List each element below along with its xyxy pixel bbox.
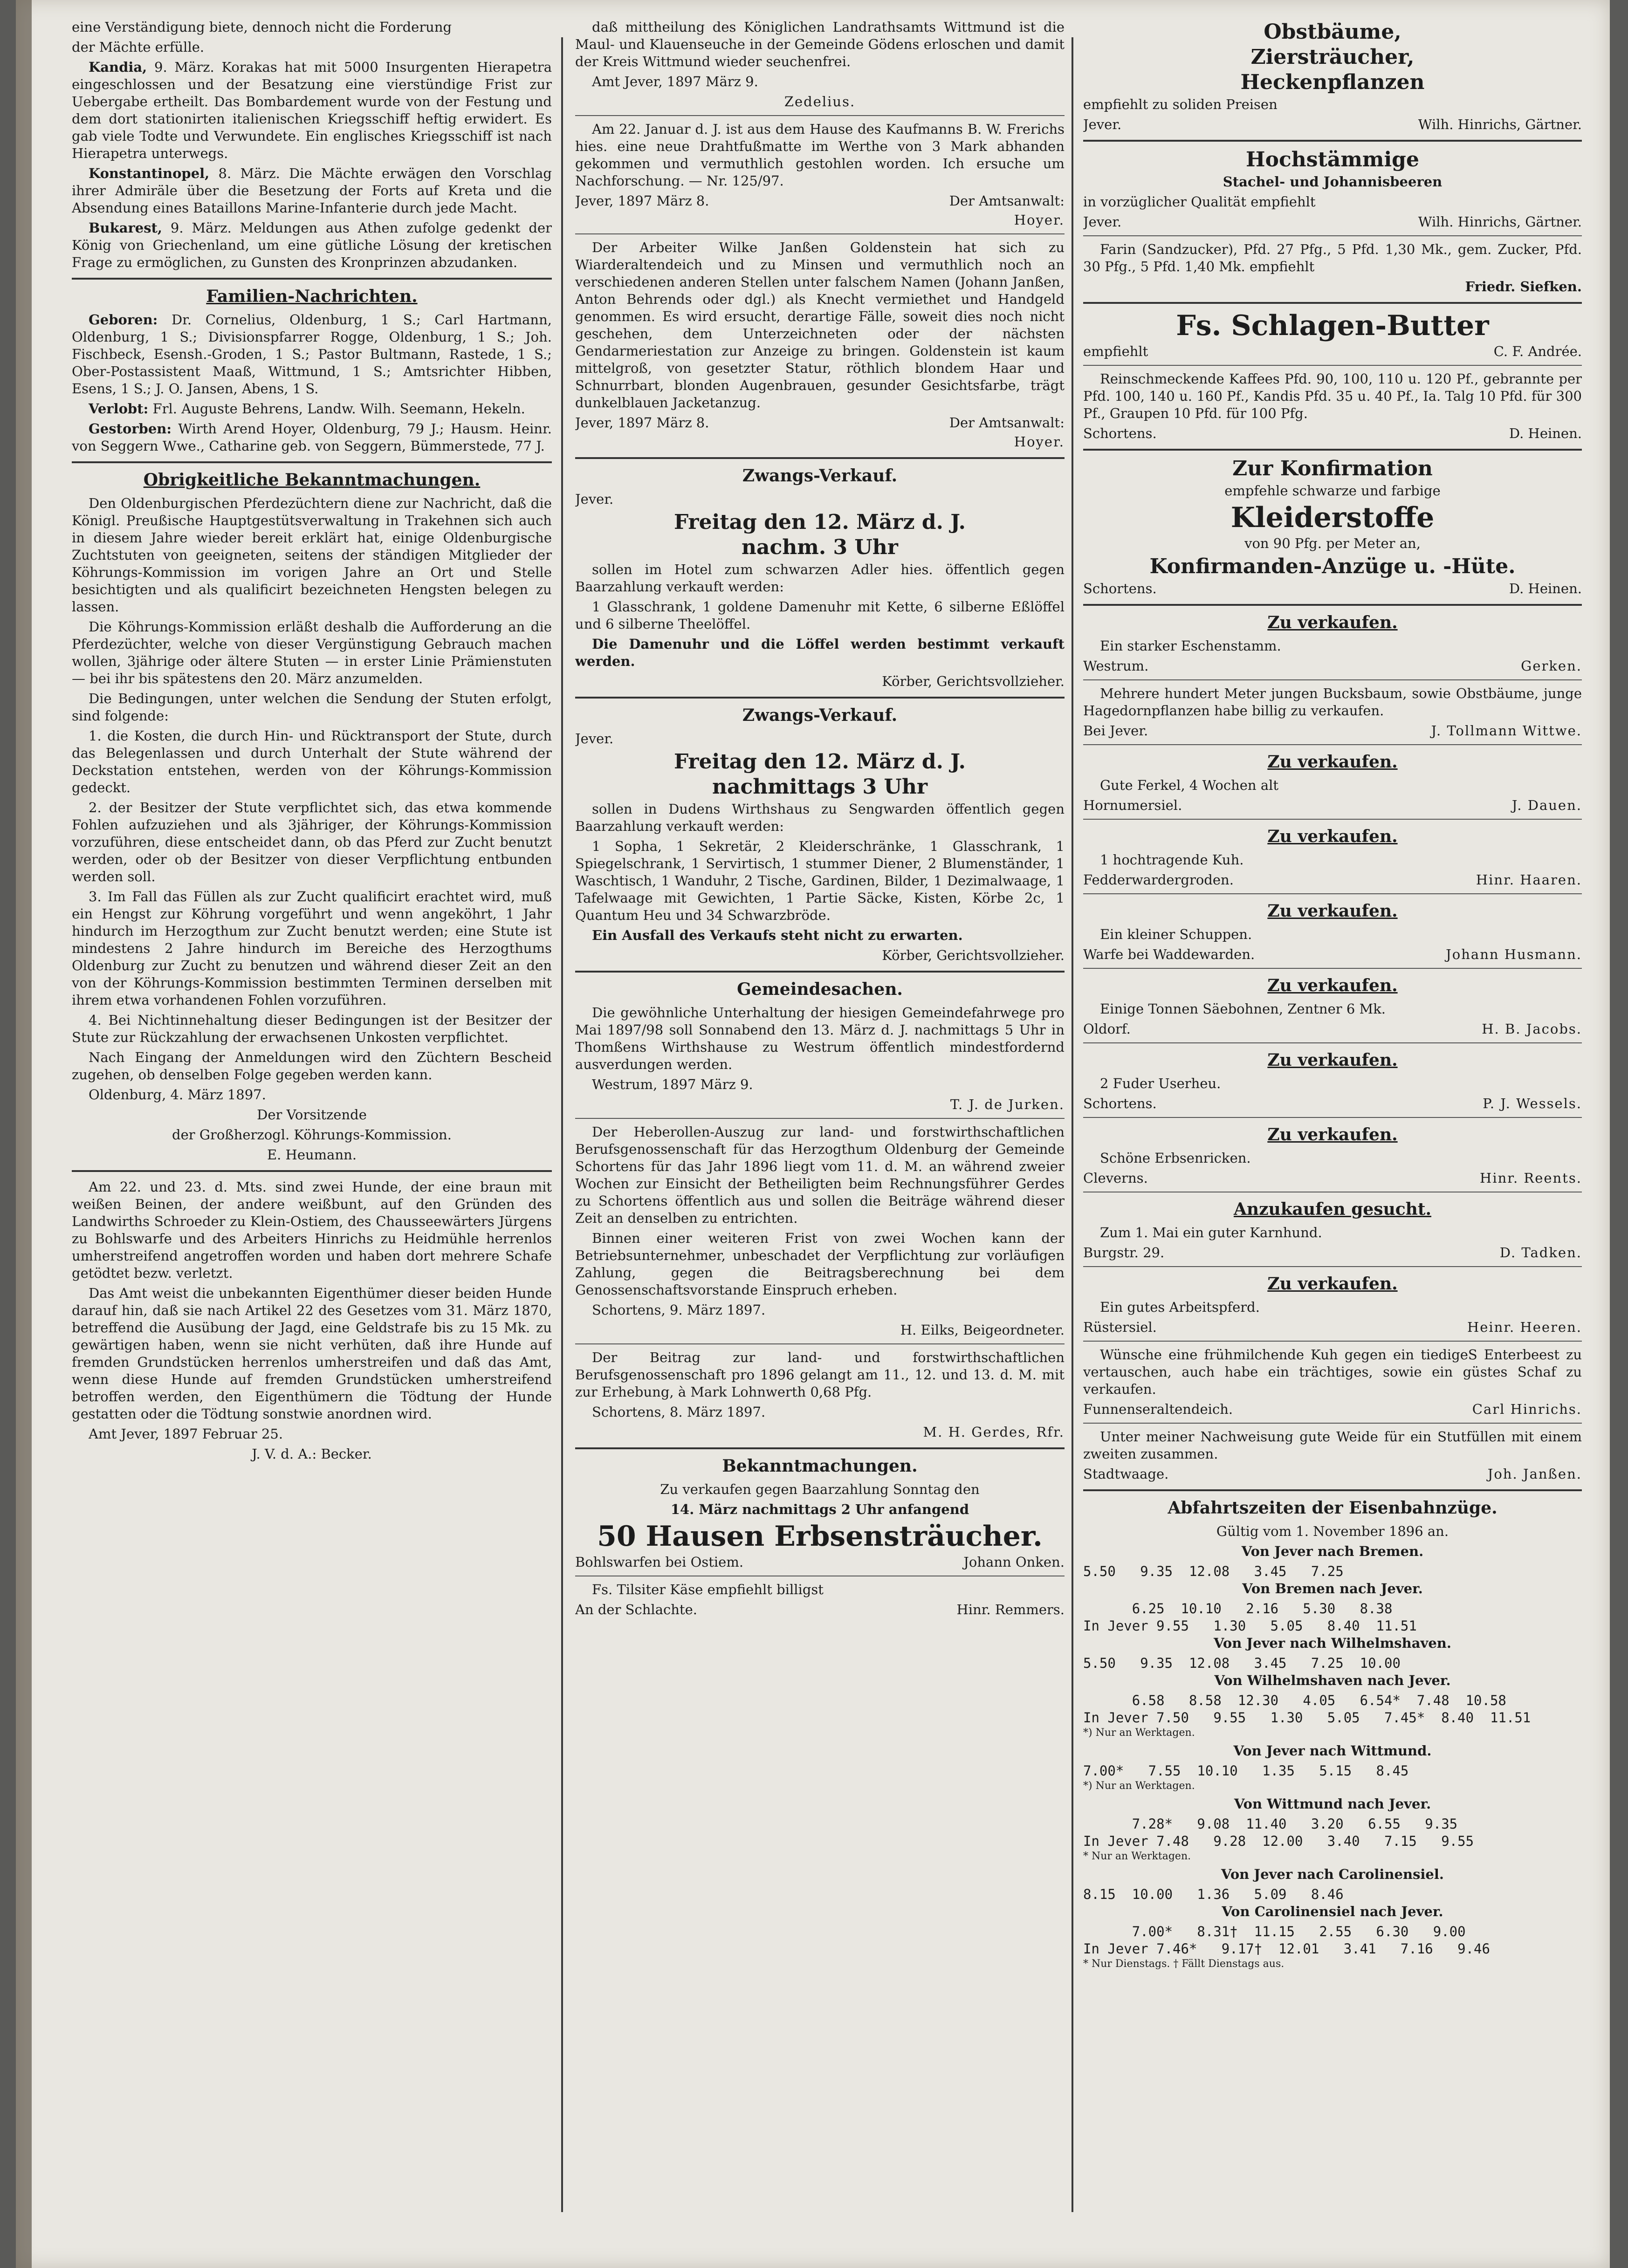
dateline: Jever, 1897 März 8. [575, 415, 709, 431]
place: Rüstersiel. [1083, 1319, 1157, 1335]
ad-text: Gute Ferkel, 4 Wochen alt [1100, 777, 1279, 793]
dateline: Bukarest, [89, 220, 163, 236]
paragraph: 1 Sopha, 1 Sekretär, 2 Kleiderschränke, 1 Glasschrank, 1 Spiegelschrank, 1 Servirtisch, 1 stummer Diener, 2 Blumenständer, 1 Waschtisch, 1 Wanduhr, 2 Tische, Gardinen, Bilder, 1 Dezimalwaage, 1 Tafelwaage mit Gewichten, 1 Partie Säcke, Kisten, Körbe 2c, 1 Quantum Heu und 34 Schwarzbröde. [575, 838, 1065, 923]
paragraph: Fs. Tilsiter Käse empfiehlt billigst [592, 1582, 824, 1597]
paragraph: 14. März nachmittags 2 Uhr anfangend [670, 1501, 969, 1517]
text-line: der Mächte erfülle. [72, 39, 205, 55]
signature: Heinr. Heeren. [1467, 1319, 1582, 1335]
signature-row [575, 1601, 1065, 1618]
signature-row [1083, 425, 1582, 442]
signature-row [1083, 213, 1582, 231]
sale-date: Freitag den 12. März d. J. [673, 750, 966, 774]
place: Cleverns. [1083, 1170, 1148, 1186]
paragraph: Gültig vom 1. November 1896 an. [1216, 1523, 1449, 1539]
ad-title: Zu verkaufen. [1267, 1125, 1398, 1144]
timetable-row: 8.15 10.00 1.36 5.09 8.46 [1083, 1886, 1344, 1902]
entry-text: Frl. Auguste Behrens, Landw. Wilh. Seemann, Hekeln. [152, 401, 525, 417]
ad-headline: Zur Konfirmation [1232, 457, 1433, 480]
place: Oldorf. [1083, 1021, 1131, 1037]
signature: H. Eilks, Beigeordneter. [900, 1322, 1065, 1338]
ad-headline: Kleiderstoffe [1230, 501, 1435, 534]
column-middle [575, 19, 1065, 2240]
entry-label: Geboren: [89, 312, 158, 328]
ad-title: Zu verkaufen. [1267, 752, 1398, 772]
paragraph: Den Oldenburgischen Pferdezüchtern diene zur Nachricht, daß die Königl. Preußische Hauptgestütsverwaltung in Trakehnen sich auch in diesem Jahre wieder bereit erklärt hat, einige Oldenburgische Zuchtstuten von geeigneten, seitens der ständigen Mitglieder der Köhrungs-Kommission im vorigen Jahre an Ort und Stelle besichtigten und als qualificirt bezeichneten Hengsten belegen zu lassen. [72, 495, 552, 615]
divider [575, 233, 1065, 234]
signature: Hoyer. [1014, 434, 1065, 450]
paragraph: Das Amt weist die unbekannten Eigenthümer dieser beiden Hunde darauf hin, daß sie nach Artikel 22 des Gesetzes vom 31. März 1870, betreffend die Ausübung der Jagd, eine Geldstrafe bis zu 15 Mk. zu gewärtigen haben, wenn sie nicht verhüten, daß ihre Hunde auf fremden Grundstücken herrenlos umherstreifen und daß das Amt, wenn diese Hunde auf fremden Grundstücken umherstreifend betroffen werden, den Eigenthümern die Tödtung der Hunde gestatten oder die Tödtung sonstwie anordnen wird. [72, 1285, 552, 1422]
ad-title: Zu verkaufen. [1267, 1050, 1398, 1070]
place: Bohlswarfen bei Ostiem. [575, 1554, 744, 1570]
signature-row [1083, 871, 1582, 889]
divider [1083, 1423, 1582, 1424]
railway-timetable [1083, 1543, 1582, 1971]
route-heading: Von Jever nach Carolinensiel. [1221, 1866, 1444, 1882]
divider [575, 1343, 1065, 1344]
signature: E. Heumann. [267, 1147, 357, 1163]
divider [1083, 819, 1582, 820]
divider [575, 697, 1065, 699]
divider [575, 115, 1065, 116]
paragraph: empfehle schwarze und farbige [1224, 483, 1441, 499]
route-heading: Von Wilhelmshaven nach Jever. [1214, 1672, 1451, 1688]
signature: Gerken. [1521, 658, 1582, 674]
divider [575, 1118, 1065, 1119]
dateline: Jever, 1897 März 8. [575, 193, 709, 209]
paragraph: Die Damenuhr und die Löffel werden bestimmt verkauft werden. [575, 636, 1065, 669]
section-heading: Familien-Nachrichten. [206, 287, 418, 306]
column-left [72, 19, 552, 2240]
dateline: Schortens, 8. März 1897. [592, 1404, 766, 1420]
column-rule [1072, 37, 1073, 2212]
paragraph: Zu verkaufen gegen Baarzahlung Sonntag den [660, 1481, 980, 1497]
family-entry [72, 420, 552, 455]
signature: D. Heinen. [1509, 581, 1582, 596]
signature: D. Tadken. [1499, 1245, 1582, 1261]
signature-row [1083, 116, 1582, 133]
signature: Johann Husmann. [1446, 946, 1582, 962]
divider [1083, 1266, 1582, 1267]
place: Bei Jever. [1083, 723, 1148, 739]
timetable-row: In Jever 7.46* 9.17† 12.01 3.41 7.16 9.46 [1083, 1941, 1490, 1957]
paragraph: 1 Glasschrank, 1 goldene Damenuhr mit Kette, 6 silberne Eßlöffel und 6 silberne Theelöffel. [575, 599, 1065, 632]
place: Jever. [575, 491, 614, 507]
paragraph: Reinschmeckende Kaffees Pfd. 90, 100, 110 u. 120 Pf., gebrannte per Pfd. 100, 140 u. 160 Pf., Kandis Pfd. 35 u. 40 Pf., Ia. Talg 10 Pfd. für 300 Pf., Graupen 10 Pfd. für 100 Pfg. [1083, 371, 1582, 421]
paragraph [575, 121, 1065, 190]
sale-time: nachmittags 3 Uhr [712, 775, 928, 799]
ad-title: Zu verkaufen. [1267, 976, 1398, 995]
place: Jever. [1083, 116, 1122, 132]
paragraph: 1. die Kosten, die durch Hin- und Rücktransport der Stute, durch das Belegenlassen und durch Unterhalt der Stute während der Deckstation entstehen, werden von der Köhrungs-Kommission gedeckt. [72, 728, 552, 795]
signature: Johann Onken. [963, 1554, 1065, 1570]
divider [575, 971, 1065, 973]
paragraph: Farin (Sandzucker), Pfd. 27 Pfg., 5 Pfd. 1,30 Mk., gem. Zucker, Pfd. 30 Pfg., 5 Pfd. 1,40 Mk. empfiehlt [1083, 241, 1582, 274]
timetable-note: * Nur an Werktagen. [1083, 1850, 1191, 1862]
signature-row [1083, 797, 1582, 814]
section-heading: Abfahrtszeiten der Eisenbahnzüge. [1168, 1498, 1497, 1518]
signature-row [1083, 1170, 1582, 1187]
divider [1083, 1489, 1582, 1491]
dateline: Amt Jever, 1897 März 9. [592, 74, 758, 89]
file-number: — Nr. 125/97. [688, 173, 784, 189]
signature-row [1083, 946, 1582, 963]
signature: Wilh. Hinrichs, Gärtner. [1418, 116, 1582, 132]
dateline: Schortens, 9. März 1897. [592, 1302, 766, 1318]
paragraph: 2. der Besitzer der Stute verpflichtet sich, das etwa kommende Fohlen aufzuziehen und als 3jähriger, der Köhrungs-Kommission vorzuführen, diese entscheidet dann, ob das Pferd zur Zucht benutzt werden, oder ob der Besitzer von dieser Verpflichtung entbunden werden soll. [72, 800, 552, 884]
timetable-note: * Nur Dienstags. † Fällt Dienstags aus. [1083, 1958, 1285, 1970]
route-heading: Von Bremen nach Jever. [1242, 1581, 1423, 1597]
paragraph: daß mittheilung des Königlichen Landrathsamts Wittmund ist die Maul- und Klauenseuche in der Gemeinde Gödens erloschen und damit der Kreis Wittmund wieder seuchenfrei. [575, 19, 1065, 69]
ad-title: Zu verkaufen. [1267, 1274, 1398, 1294]
news-item [72, 165, 552, 217]
ad-title: Zu verkaufen. [1267, 901, 1398, 921]
timetable-note: *) Nur an Werktagen. [1083, 1727, 1195, 1739]
signature: J. V. d. A.: Becker. [252, 1446, 372, 1462]
paragraph: sollen im Hotel zum schwarzen Adler hies. öffentlich gegen Baarzahlung verkauft werden: [575, 562, 1065, 595]
paragraph: Binnen einer weiteren Frist von zwei Wochen kann der Betriebsunternehmer, unbeschadet der Verpflichtung zur vorläufigen Zahlung, gegen die Beitragsberechnung bei dem Genossenschaftsvorstande Einspruch erheben. [575, 1230, 1065, 1298]
paragraph: 4. Bei Nichtinnehaltung dieser Bedingungen ist der Besitzer der Stute zur Rückzahlung der erwachsenen Unkosten verpflichtet. [72, 1012, 552, 1045]
divider [72, 461, 552, 463]
signature-row [1083, 1319, 1582, 1336]
news-text: 9. März. Korakas hat mit 5000 Insurgenten Hierapetra eingeschlossen und der Besatzung eine vierstündige Frist zur Uebergabe ertheilt. Das Bombardement wurde von der Festung und dem dort stationirten italienischen Kriegsschiff heftig erwidert. Es gab viele Todte und Verwundete. Ein englisches Kriegsschiff ist nach Hierapetra unterwegs. [72, 59, 552, 161]
signature-row [1083, 1401, 1582, 1418]
place: Stadtwaage. [1083, 1466, 1169, 1482]
paragraph: sollen in Dudens Wirthshaus zu Sengwarden öffentlich gegen Baarzahlung verkauft werden: [575, 801, 1065, 834]
text-line: eine Verständigung biete, dennoch nicht die Forderung [72, 19, 452, 35]
entry-text: Dr. Cornelius, Oldenburg, 1 S.; Carl Hartmann, Oldenburg, 1 S.; Divisionspfarrer Rogge, Oldenburg, 1 S.; Joh. Fischbeck, Esensh.-Groden, 1 S.; Pastor Bultmann, Rastede, 1 S.; Ober-Postassistent Maaß, Wittmund, 1 S.; Amtsrichter Hibben, Esens, 1 S.; J. O. Jansen, Abens, 1 S. [72, 312, 552, 397]
divider [1083, 365, 1582, 366]
ad-headline: Fs. Schlagen-Butter [1176, 309, 1489, 342]
signature: Hinr. Reents. [1480, 1170, 1582, 1186]
place: Warfe bei Waddewarden. [1083, 946, 1255, 962]
signature-row [575, 1554, 1065, 1571]
paragraph: Der Heberollen-Auszug zur land- und forstwirthschaftlichen Berufsgenossenschaft für das Herzogthum Oldenburg der Gemeinde Schortens für das Jahr 1896 liegt vom 11. d. M. an während zweier Wochen zur Einsicht der Betheiligten beim Rechnungsführer Gerdes zu Schortens öffentlich aus und sollen die Beiträge während dieser Zeit an denselben zu entrichten. [575, 1124, 1065, 1226]
signature: Der Amtsanwalt: [949, 193, 1065, 209]
family-entry [72, 400, 552, 418]
signature: H. B. Jacobs. [1482, 1021, 1582, 1037]
timetable-row: 6.58 8.58 12.30 4.05 6.54* 7.48 10.58 [1083, 1692, 1506, 1708]
headline: 50 Hausen Erbsensträucher. [597, 1520, 1043, 1553]
dateline: Konstantinopel, [89, 165, 210, 181]
section-heading: Zwangs-Verkauf. [742, 706, 898, 725]
ad-title: Zu verkaufen. [1267, 613, 1398, 632]
sale-date: Freitag den 12. März d. J. [673, 510, 966, 534]
signature-row [1083, 658, 1582, 675]
paragraph: empfiehlt zu soliden Preisen [1083, 96, 1278, 112]
paragraph: Die Bedingungen, unter welchen die Sendung der Stuten erfolgt, sind folgende: [72, 691, 552, 724]
signature-row [1083, 722, 1582, 740]
signature: der Großherzogl. Köhrungs-Kommission. [172, 1127, 452, 1143]
signature-row [1083, 1095, 1582, 1112]
entry-label: Verlobt: [89, 401, 149, 417]
divider [72, 278, 552, 280]
text: empfiehlt [1083, 343, 1148, 359]
ad-headline: Hochstämmige [1246, 148, 1419, 171]
signature: J. Dauen. [1511, 797, 1582, 813]
route-heading: Von Jever nach Wittmund. [1233, 1743, 1432, 1759]
section-heading: Gemeindesachen. [737, 980, 903, 999]
signature-row [1083, 580, 1582, 597]
signature-row [1083, 343, 1582, 360]
ad-headline: Ziersträucher, [1250, 45, 1415, 69]
route-heading: Von Wittmund nach Jever. [1234, 1796, 1431, 1812]
ad-text: Mehrere hundert Meter jungen Bucksbaum, sowie Obstbäume, junge Hagedornpflanzen habe billig zu verkaufen. [1083, 685, 1582, 719]
paragraph: von 90 Pfg. per Meter an, [1244, 535, 1421, 551]
paragraph: Der Arbeiter Wilke Janßen Goldenstein hat sich zu Wiarderaltendeich und zu Minsen und vermuthlich noch an verschiedenen anderen Stellen unter falschem Namen (Johann Janßen, Anton Behrends oder dgl.) als Knecht vermiethet und Handgeld genommen. Es wird ersucht, derartige Fälle, soweit dies noch nicht geschehen, dem Unterzeichneten oder der nächsten Gendarmeriestation zur Anzeige zu bringen. Goldenstein ist kaum mittelgroß, von gesetzter Statur, röthlich blondem Haar und Schnurrbart, blonden Augenbrauen, gesunder Gesichtsfarbe, trägt dunkelblauen Jacketanzug. [575, 240, 1065, 411]
ad-text: 2 Fuder Userheu. [1100, 1076, 1221, 1091]
news-text: 8. März. Die Mächte erwägen den Vorschlag ihrer Admiräle über die Besetzung der Forts auf Kreta und die Absendung eines Bataillons Marine-Infanterie durch jede Macht. [72, 165, 552, 216]
place: Hornumersiel. [1083, 797, 1182, 813]
column-rule [561, 37, 563, 2212]
signature: Zedelius. [784, 94, 856, 110]
signature: Carl Hinrichs. [1472, 1401, 1582, 1417]
dateline: Oldenburg, 4. März 1897. [89, 1087, 266, 1103]
timetable-row: In Jever 9.55 1.30 5.05 8.40 11.51 [1083, 1618, 1417, 1634]
signature: C. F. Andrée. [1493, 343, 1582, 359]
signature-row [575, 414, 1065, 432]
ad-text: Unter meiner Nachweisung gute Weide für ein Stutfüllen mit einem zweiten zusammen. [1083, 1429, 1582, 1462]
news-item [72, 219, 552, 271]
paragraph: Der Beitrag zur land- und forstwirthschaftlichen Berufsgenossenschaft pro 1896 gelangt am 11., 12. und 13. d. M. mit zur Erhebung, à Mark Lohnwerth 0,68 Pfg. [575, 1350, 1065, 1400]
timetable-row: 5.50 9.35 12.08 3.45 7.25 10.00 [1083, 1655, 1401, 1671]
ad-text: Wünsche eine frühmilchende Kuh gegen ein tiedigeS Enterbeest zu vertauschen, auch habe ein trächtiges, sowie ein güstes Schaf zu verkaufen. [1083, 1347, 1582, 1397]
signature: Hinr. Remmers. [956, 1602, 1065, 1617]
timetable-row: 7.28* 9.08 11.40 3.20 6.55 9.35 [1083, 1816, 1458, 1832]
divider [1083, 140, 1582, 142]
place: An der Schlachte. [575, 1602, 697, 1617]
section-heading: Bekanntmachungen. [722, 1456, 918, 1476]
route-heading: Von Carolinensiel nach Jever. [1222, 1904, 1443, 1919]
ad-title: Anzukaufen gesucht. [1233, 1199, 1432, 1219]
section-heading: Obrigkeitliche Bekanntmachungen. [143, 470, 481, 490]
paragraph: Am 22. und 23. d. Mts. sind zwei Hunde, der eine braun mit weißen Beinen, der andere weißbunt, auf den Gründen des Landwirths Schroeder zu Klein-Ostiem, des Chausseewärters Jürgens zu Bohlswarfe und des Arbeiters Hinrichs zu Heidmühle herrenlos umherstreifend angetroffen worden und haben dort mehrere Schafe getödtet bezw. verletzt. [72, 1179, 552, 1281]
timetable-row: 7.00* 8.31† 11.15 2.55 6.30 9.00 [1083, 1924, 1466, 1939]
ad-text: Zum 1. Mai ein guter Karnhund. [1100, 1225, 1322, 1240]
dateline: Kandia, [89, 59, 147, 75]
timetable-row: 5.50 9.35 12.08 3.45 7.25 [1083, 1563, 1344, 1579]
signature-row [575, 192, 1065, 210]
notice-text: Am 22. Januar d. J. ist aus dem Hause des Kaufmanns B. W. Frerichs hies. eine neue Drahtfußmatte im Werthe von 3 Mark abhanden gekommen und vermuthlich gestohlen worden. Ich ersuche um Nachforschung. [575, 121, 1065, 189]
paragraph: Die Köhrungs-Kommission erläßt deshalb die Aufforderung an die Pferdezüchter, welche von dieser Vergünstigung Gebrauch machen wollen, 3jährige oder ältere Stuten — in erster Linie Prämienstuten — bei ihr bis spätestens den 20. März anzumelden. [72, 619, 552, 686]
paragraph: Stachel- und Johannisbeeren [1223, 174, 1443, 190]
divider [1083, 449, 1582, 451]
ad-text: Schöne Erbsenricken. [1100, 1150, 1251, 1166]
ad-headline: Konfirmanden-Anzüge u. -Hüte. [1149, 555, 1516, 578]
divider [1083, 893, 1582, 894]
signature: Wilh. Hinrichs, Gärtner. [1418, 214, 1582, 230]
signature: J. Tollmann Wittwe. [1431, 723, 1582, 739]
ad-headline: Heckenpflanzen [1240, 70, 1425, 94]
place: Schortens. [1083, 581, 1157, 596]
signature: Der Amtsanwalt: [949, 415, 1065, 431]
timetable-note: *) Nur an Werktagen. [1083, 1780, 1195, 1792]
signature: Der Vorsitzende [257, 1107, 367, 1123]
paragraph: Die gewöhnliche Unterhaltung der hiesigen Gemeindefahrwege pro Mai 1897/98 soll Sonnabend den 13. März d. J. nachmittags 5 Uhr in Thomßens Wirthshause zu Westrum öffentlich mindestfordernd ausverdungen werden. [575, 1005, 1065, 1072]
paragraph: in vorzüglicher Qualität empfiehlt [1083, 194, 1316, 210]
divider [1083, 679, 1582, 680]
signature: P. J. Wessels. [1483, 1096, 1582, 1111]
divider [1083, 968, 1582, 969]
signature: M. H. Gerdes, Rfr. [923, 1424, 1065, 1440]
dateline: Westrum, 1897 März 9. [592, 1076, 753, 1092]
signature: Körber, Gerichtsvollzieher. [882, 947, 1065, 963]
place: Fedderwardergroden. [1083, 872, 1234, 888]
news-text: 9. März. Meldungen aus Athen zufolge gedenkt der König von Griechenland, um eine gütliche Lösung der kretischen Frage zu ermöglichen, zu Gunsten des Kronprinzen abzudanken. [72, 220, 552, 270]
ad-text: Ein kleiner Schuppen. [1100, 926, 1252, 942]
signature: Hoyer. [1014, 212, 1065, 228]
timetable-row: In Jever 7.50 9.55 1.30 5.05 7.45* 8.40 11.51 [1083, 1710, 1531, 1726]
place: Funnenseraltendeich. [1083, 1401, 1233, 1417]
ad-text: Ein gutes Arbeitspferd. [1100, 1299, 1260, 1315]
route-heading: Von Jever nach Wilhelmshaven. [1214, 1635, 1451, 1651]
signature: D. Heinen. [1509, 425, 1582, 441]
divider [1083, 302, 1582, 304]
dateline: Amt Jever, 1897 Februar 25. [89, 1426, 283, 1442]
paragraph: Ein Ausfall des Verkaufs steht nicht zu erwarten. [592, 927, 963, 943]
signature: Hinr. Haaren. [1476, 872, 1582, 888]
place: Jever. [575, 731, 614, 747]
entry-label: Gestorben: [89, 421, 172, 437]
column-right [1083, 19, 1582, 2240]
divider [1083, 744, 1582, 745]
ad-text: 1 hochtragende Kuh. [1100, 852, 1244, 868]
place: Burgstr. 29. [1083, 1245, 1165, 1261]
signature: Friedr. Siefken. [1465, 279, 1582, 295]
signature: T. J. de Jurken. [950, 1096, 1065, 1112]
family-entry [72, 311, 552, 397]
signature-row [1083, 1021, 1582, 1038]
divider [1083, 235, 1582, 236]
signature-row [1083, 1466, 1582, 1483]
divider [1083, 1117, 1582, 1118]
timetable-row: 7.00* 7.55 10.10 1.35 5.15 8.45 [1083, 1763, 1409, 1779]
route-heading: Von Jever nach Bremen. [1241, 1543, 1424, 1559]
divider [575, 1447, 1065, 1449]
divider [72, 1170, 552, 1172]
news-item [72, 59, 552, 162]
divider [1083, 604, 1582, 606]
signature-row [1083, 1244, 1582, 1261]
place: Schortens. [1083, 1096, 1157, 1111]
classified-ads [1083, 612, 1582, 1483]
place: Jever. [1083, 214, 1122, 230]
ad-headline: Obstbäume, [1264, 20, 1401, 44]
divider [1083, 1042, 1582, 1043]
binding-edge [16, 0, 32, 2268]
place: Schortens. [1083, 425, 1157, 441]
signature: Joh. Janßen. [1487, 1466, 1582, 1482]
paragraph: Nach Eingang der Anmeldungen wird den Züchtern Bescheid zugehen, ob denselben Folge gegeben werden kann. [72, 1049, 552, 1083]
sale-time: nachm. 3 Uhr [742, 535, 898, 559]
place: Westrum. [1083, 658, 1149, 674]
timetable-row: 6.25 10.10 2.16 5.30 8.38 [1083, 1601, 1393, 1617]
entry-text: Wirth Arend Hoyer, Oldenburg, 79 J.; Hausm. Heinr. von Seggern Wwe., Catharine geb. von Seggern, Bümmerstede, 77 J. [72, 421, 552, 454]
ad-text: Einige Tonnen Säebohnen, Zentner 6 Mk. [1100, 1001, 1386, 1017]
paragraph: 3. Im Fall das Füllen als zur Zucht qualificirt erachtet wird, muß ein Hengst zur Köhrung vorgeführt und wenn angeköhrt, 1 Jahr hindurch im Herzogthum zur Zucht benutzt werden; eine Stute ist mindestens 2 Jahre hindurch im Bereiche des Herzogthums Oldenburg zur Zucht zu benutzen und während dieser Zeit an den von der Köhrungs-Kommission bestimmten Terminen derselben mit ihrem etwa vorhandenen Fohlen vorzuführen. [72, 889, 552, 1008]
section-heading: Zwangs-Verkauf. [742, 466, 898, 486]
ad-title: Zu verkaufen. [1267, 827, 1398, 846]
divider [1083, 1341, 1582, 1342]
divider [575, 457, 1065, 459]
newspaper-page [16, 0, 1610, 2268]
ad-text: Ein starker Eschenstamm. [1100, 638, 1281, 654]
signature: Körber, Gerichtsvollzieher. [882, 673, 1065, 689]
timetable-row: In Jever 7.48 9.28 12.00 3.40 7.15 9.55 [1083, 1833, 1474, 1849]
